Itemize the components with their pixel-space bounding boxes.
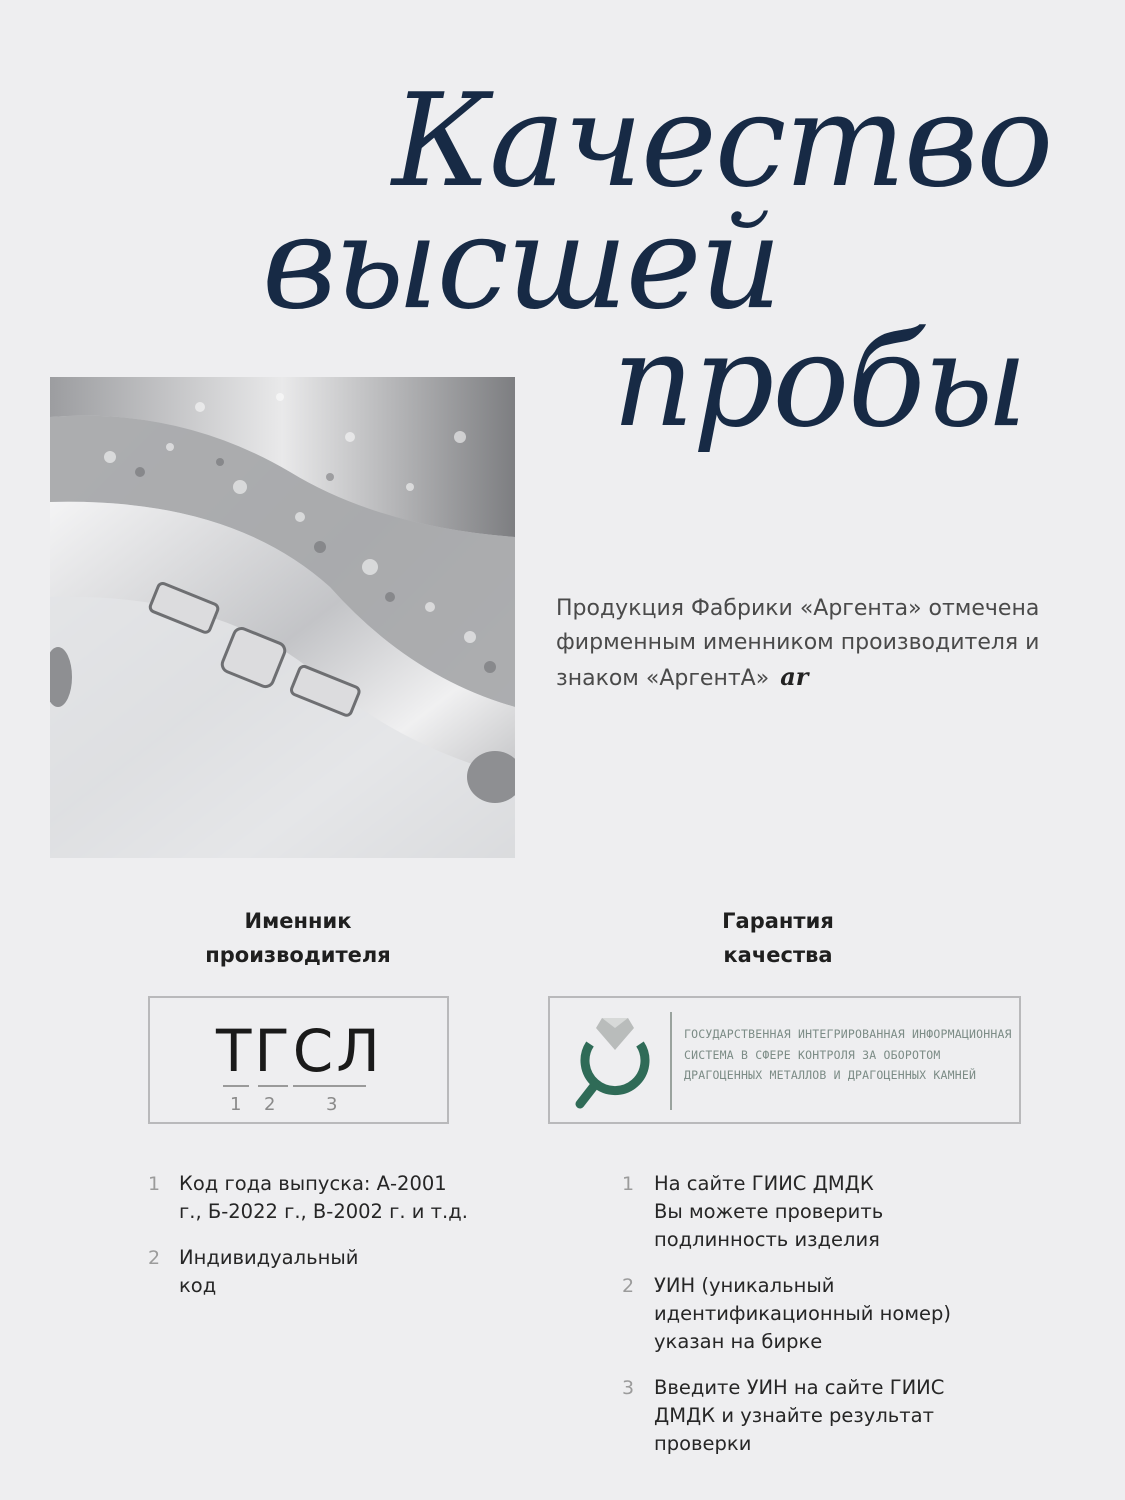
- stamp-digit-2: 2: [264, 1094, 276, 1115]
- list-item: [148, 1244, 468, 1300]
- list-item-text: Индивидуальный код: [179, 1246, 359, 1297]
- argenta-logo-mark: ar: [780, 662, 809, 691]
- quality-guarantee-title: [548, 904, 1008, 972]
- heading-line-2: высшей: [262, 189, 780, 338]
- list-item-number: 3: [622, 1377, 635, 1399]
- stamp-code: ТГСЛ: [216, 1017, 383, 1085]
- maker-mark-title-line-2: производителя: [205, 943, 391, 967]
- list-item-number: 1: [148, 1173, 161, 1195]
- stamp-digit-3: 3: [326, 1094, 338, 1115]
- giis-description: ГОСУДАРСТВЕННАЯ ИНТЕГРИРОВАННАЯ ИНФОРМАЦИОННАЯ СИСТЕМА В СФЕРЕ КОНТРОЛЯ ЗА ОБОРОТОМ ДРАГОЦЕННЫХ МЕТАЛЛОВ И ДРАГОЦЕННЫХ КАМНЕЙ: [684, 1027, 1012, 1082]
- list-item-text: Код года выпуска: А-2001 г., Б-2022 г., В-2002 г. и т.д.: [179, 1172, 468, 1223]
- silver-hallmark-photo: [50, 377, 515, 858]
- maker-mark-box: [148, 996, 449, 1124]
- stamp-underline-3: [293, 1085, 366, 1087]
- intro-text: Продукция Фабрики «Аргента» отмечена фирменным именником производителя и знаком «АргентА»: [556, 596, 1040, 691]
- list-item-number: 2: [148, 1247, 161, 1269]
- list-item: [148, 1170, 468, 1226]
- intro-text-block: [556, 592, 1096, 696]
- quality-guarantee-list: [622, 1170, 1002, 1476]
- heading-line-1: Качество: [392, 67, 1052, 216]
- list-item: [622, 1272, 1002, 1356]
- giis-dmdk-box: [548, 996, 1021, 1124]
- quality-guarantee-title-line-2: качества: [723, 943, 833, 967]
- stamp-underline-2: [258, 1085, 288, 1087]
- list-item-number: 2: [622, 1275, 635, 1297]
- stamp-underline-1: [223, 1085, 249, 1087]
- list-item-text: УИН (уникальный идентификационный номер) указан на бирке: [654, 1274, 952, 1353]
- maker-mark-title-line-1: Именник: [244, 909, 352, 933]
- giis-dmdk-logo-icon: [572, 1014, 658, 1110]
- maker-mark-list: [148, 1170, 468, 1318]
- giis-separator: [670, 1012, 672, 1110]
- heading-line-3: пробы: [612, 307, 1026, 456]
- list-item-text: Введите УИН на сайте ГИИС ДМДК и узнайте результат проверки: [654, 1376, 945, 1455]
- maker-mark-title: [148, 904, 448, 972]
- quality-guarantee-title-line-1: Гарантия: [722, 909, 834, 933]
- list-item-number: 1: [622, 1173, 635, 1195]
- list-item-text: На сайте ГИИС ДМДК Вы можете проверить подлинность изделия: [654, 1172, 884, 1251]
- stamp-digit-1: 1: [230, 1094, 242, 1115]
- list-item: [622, 1170, 1002, 1254]
- list-item: [622, 1374, 1002, 1458]
